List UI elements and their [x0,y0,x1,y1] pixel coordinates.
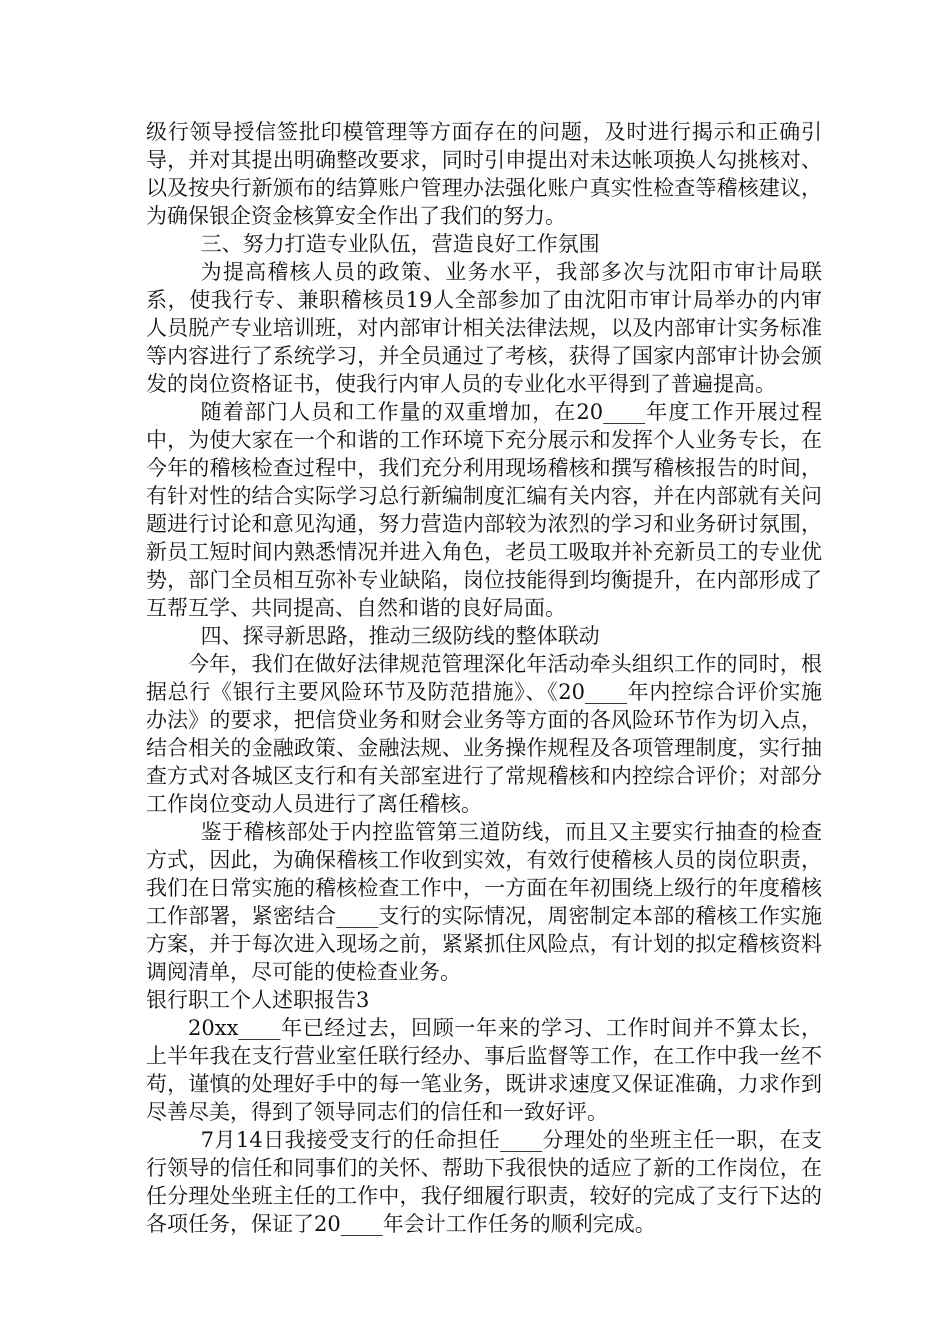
section-heading-4: 四、探寻新思路，推动三级防线的整体联动 [200,624,600,648]
report-title: 银行职工个人述职报告3 [146,988,370,1012]
paragraph: 今年，我们在做好法律规范管理深化年活动牵头组织工作的同时，根据总行《银行主要风险环节及防范措施》、《20____年内控综合评价实施办法》的要求，把信贷业务和财会业务等方面的各风险环节作为切入点，结合相关的金融政策、金融法规、业务操作规程及各项管理制度，实行抽查方式对各城区支行和有关部室进行了常规稽核和内控综合评价；对部分工作岗位变动人员进行了离任稽核。 [146,652,822,816]
paragraph: 为提高稽核人员的政策、业务水平，我部多次与沈阳市审计局联系，使我行专、兼职稽核员19人全部参加了由沈阳市审计局举办的内审人员脱产专业培训班，对内部审计相关法律法规，以及内部审计实务标准等内容进行了系统学习，并全员通过了考核，获得了国家内部审计协会颁发的岗位资格证书，使我行内审人员的专业化水平得到了普遍提高。 [146,260,822,396]
paragraph: 随着部门人员和工作量的双重增加，在20____年度工作开展过程中，为使大家在一个和谐的工作环境下充分展示和发挥个人业务专长，在今年的稽核检查过程中，我们充分利用现场稽核和撰写稽核报告的时间，有针对性的结合实际学习总行新编制度汇编有关内容，并在内部就有关问题进行讨论和意见沟通，努力营造内部较为浓烈的学习和业务研讨氛围，新员工短时间内熟悉情况并进入角色，老员工吸取并补充新员工的专业优势，部门全员相互弥补专业缺陷，岗位技能得到均衡提升，在内部形成了互帮互学、共同提高、自然和谐的良好局面。 [146,400,822,620]
section-heading-3: 三、努力打造专业队伍，营造良好工作氛围 [200,232,600,256]
paragraph: 20xx____年已经过去，回顾一年来的学习、工作时间并不算太长，上半年我在支行营业室任联行经办、事后监督等工作，在工作中我一丝不苟，谨慎的处理好手中的每一笔业务，既讲求速度又保证准确，力求作到尽善尽美，得到了领导同志们的信任和一致好评。 [146,1016,822,1124]
document-page [146,118,822,1238]
paragraph: 7月14日我接受支行的任命担任____分理处的坐班主任一职，在支行领导的信任和同事们的关怀、帮助下我很快的适应了新的工作岗位，在任分理处坐班主任的工作中，我仔细履行职责，较好的完成了支行下达的各项任务，保证了20____年会计工作任务的顺利完成。 [146,1128,822,1236]
paragraph-continued: 级行领导授信签批印模管理等方面存在的问题，及时进行揭示和正确引导，并对其提出明确整改要求，同时引申提出对未达帐项换人勾挑核对、以及按央行新颁布的结算账户管理办法强化账户真实性检查等稽核建议，为确保银企资金核算安全作出了我们的努力。 [146,120,822,228]
paragraph: 鉴于稽核部处于内控监管第三道防线，而且又主要实行抽查的检查方式，因此，为确保稽核工作收到实效，有效行使稽核人员的岗位职责，我们在日常实施的稽核检查工作中，一方面在年初围绕上级行的年度稽核工作部署，紧密结合____支行的实际情况，周密制定本部的稽核工作实施方案，并于每次进入现场之前，紧紧抓住风险点，有计划的拟定稽核资料调阅清单，尽可能的使检查业务。 [146,820,822,984]
